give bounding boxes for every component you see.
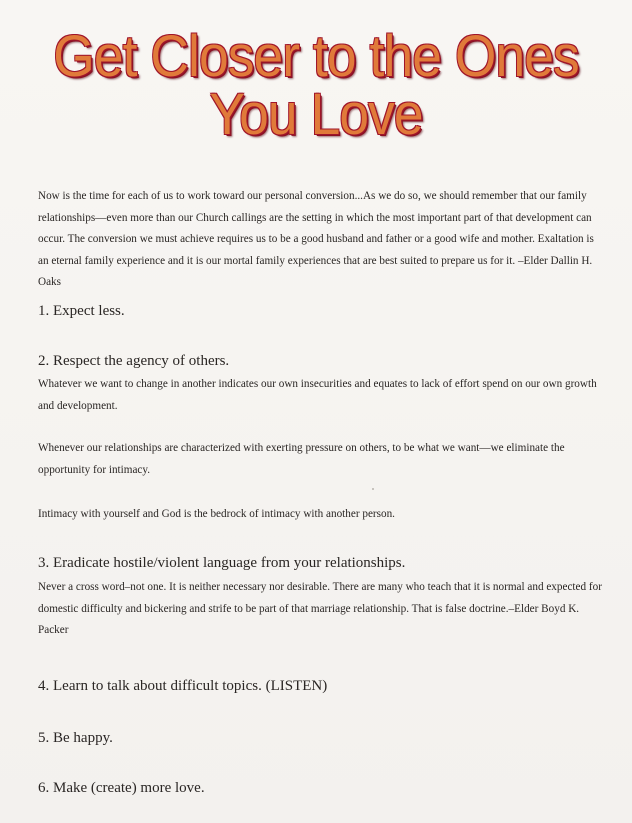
title-line-2: You Love [209, 82, 423, 147]
point-2-paragraph-3: Intimacy with yourself and God is the bedrock of intimacy with another person. [38, 508, 395, 520]
point-5-heading: 5. Be happy. [38, 730, 113, 746]
point-3-heading: 3. Eradicate hostile/violent language from your relationships. [38, 555, 406, 571]
point-3-paragraph-1: Never a cross word–not one. It is neither necessary nor desirable. There are many who teach that it is normal and expected for domestic difficulty and bickering and strife to be part of that marriage relationship. That is false doctrine.–Elder Boyd K. Packer [38, 581, 602, 636]
point-4-heading: 4. Learn to talk about difficult topics. (LISTEN) [38, 678, 328, 694]
intro-quote: Now is the time for each of us to work toward our personal conversion...As we do so, we should remember that our family relationships—even more than our Church callings are the setting in which the most important part of that development can occur. The conversion we must achieve requires us to be a good husband and father or a good wife and mother. Exaltation is an eternal family experience and it is our mortal family experiences that are best suited to prepare us for it. –Elder Dallin H. Oaks [38, 190, 594, 288]
point-2-paragraph-2: Whenever our relationships are characterized with exerting pressure on others, to be what we want—we eliminate the opportunity for intimacy. [38, 442, 565, 476]
point-2-paragraph-1: Whatever we want to change in another indicates our own insecurities and equates to lack of effort spend on our own growth and development. [38, 378, 597, 412]
title-line-1: Get Closer to the Ones [53, 24, 579, 89]
point-1-heading: 1. Expect less. [38, 303, 125, 319]
point-2-heading: 2. Respect the agency of others. [38, 353, 230, 369]
paper-speck [372, 488, 374, 490]
point-6-heading: 6. Make (create) more love. [38, 780, 205, 796]
